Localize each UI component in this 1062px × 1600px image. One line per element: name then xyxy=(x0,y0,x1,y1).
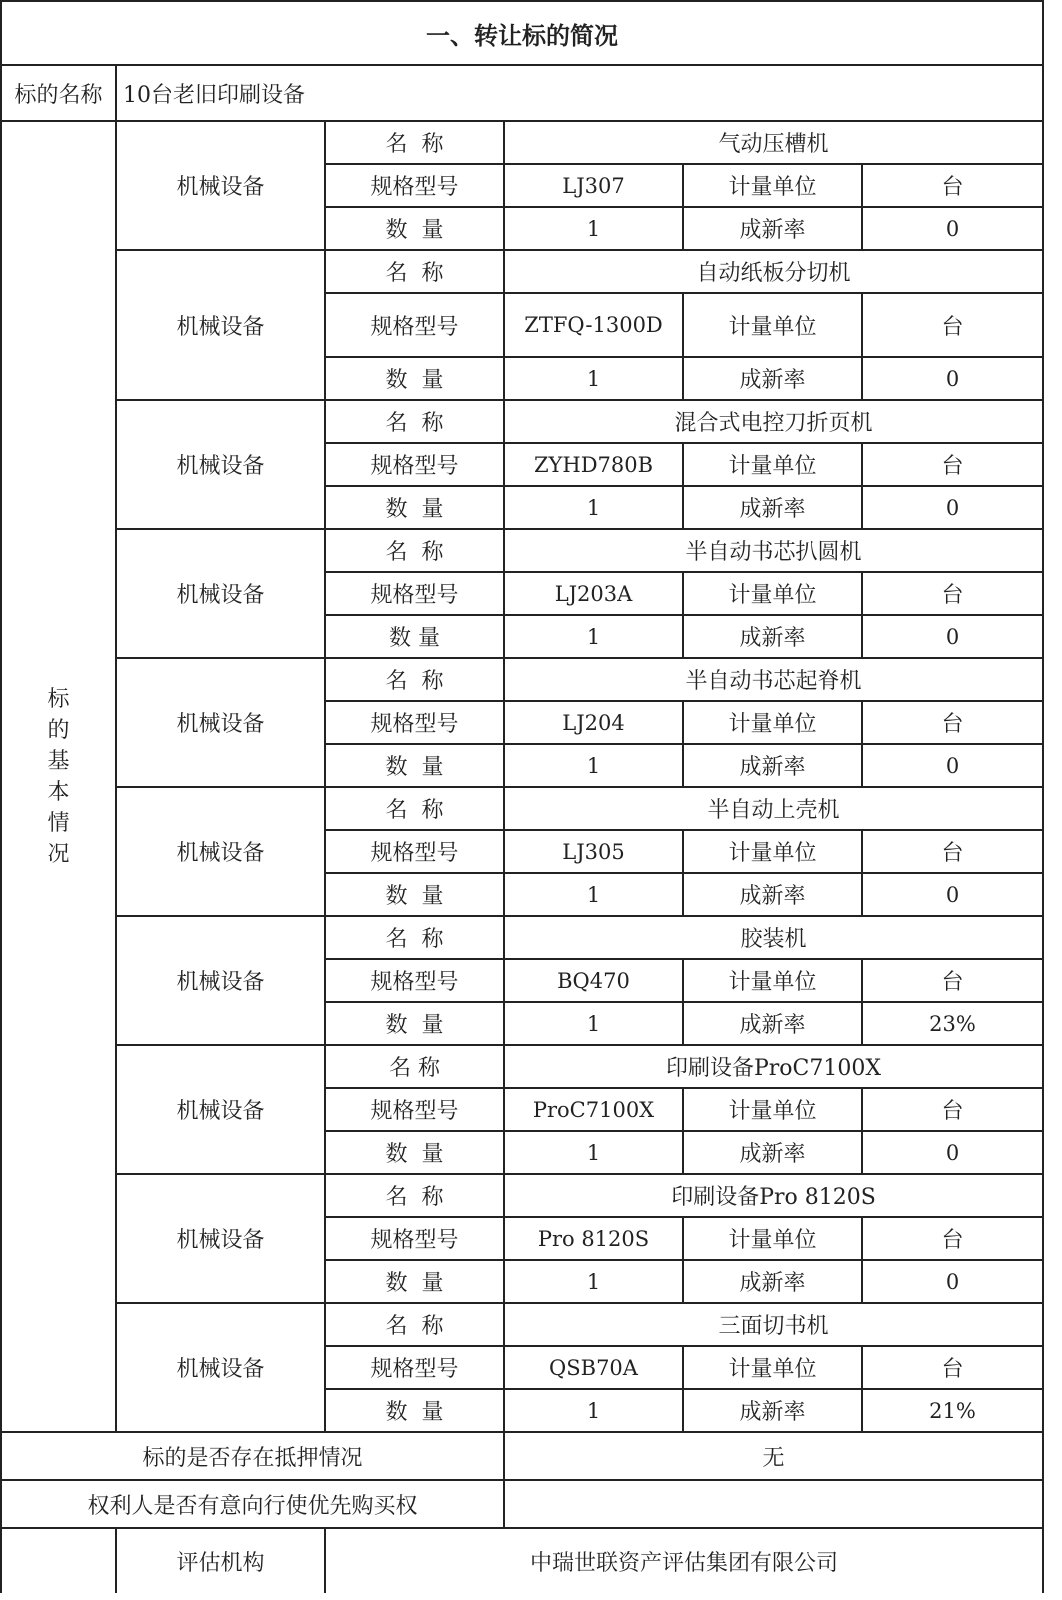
equipment-row xyxy=(1,916,1043,959)
equipment-row xyxy=(1,658,1043,701)
basic-info-char: 本 xyxy=(47,779,70,805)
basic-info-label xyxy=(1,121,116,1432)
name-label: 名 称 xyxy=(325,787,504,830)
equipment-spec: LJ203A xyxy=(504,572,683,615)
unit-label: 计量单位 xyxy=(683,701,862,744)
equipment-row xyxy=(1,121,1043,164)
newness-label: 成新率 xyxy=(683,207,862,250)
equipment-spec: LJ204 xyxy=(504,701,683,744)
equipment-name: 印刷设备Pro 8120S xyxy=(504,1174,1043,1217)
target-name-value: 10台老旧印刷设备 xyxy=(116,65,1043,121)
unit-label: 计量单位 xyxy=(683,572,862,615)
equipment-category: 机械设备 xyxy=(116,121,325,250)
unit-label: 计量单位 xyxy=(683,1346,862,1389)
mortgage-value: 无 xyxy=(504,1432,1043,1480)
equipment-row xyxy=(1,1303,1043,1346)
equipment-category: 机械设备 xyxy=(116,400,325,529)
unit-label: 计量单位 xyxy=(683,164,862,207)
equipment-spec: BQ470 xyxy=(504,959,683,1002)
name-label: 名 称 xyxy=(325,121,504,164)
qty-label: 数 量 xyxy=(325,1389,504,1432)
name-label: 名 称 xyxy=(325,1045,504,1088)
equipment-unit: 台 xyxy=(862,830,1043,873)
equipment-spec: LJ305 xyxy=(504,830,683,873)
qty-label: 数 量 xyxy=(325,357,504,400)
unit-label: 计量单位 xyxy=(683,1088,862,1131)
spec-label: 规格型号 xyxy=(325,572,504,615)
equipment-row xyxy=(1,250,1043,293)
newness-label: 成新率 xyxy=(683,486,862,529)
equipment-unit: 台 xyxy=(862,701,1043,744)
equipment-unit: 台 xyxy=(862,1088,1043,1131)
equipment-category: 机械设备 xyxy=(116,1303,325,1432)
qty-label: 数 量 xyxy=(325,207,504,250)
equipment-name: 半自动上壳机 xyxy=(504,787,1043,830)
equipment-spec: LJ307 xyxy=(504,164,683,207)
equipment-spec: ProC7100X xyxy=(504,1088,683,1131)
equipment-newness: 0 xyxy=(862,1260,1043,1303)
equipment-qty: 1 xyxy=(504,873,683,916)
equipment-qty: 1 xyxy=(504,744,683,787)
newness-label: 成新率 xyxy=(683,873,862,916)
equipment-newness: 23% xyxy=(862,1002,1043,1045)
equipment-name: 混合式电控刀折页机 xyxy=(504,400,1043,443)
appraisal-spacer xyxy=(1,1528,116,1593)
section-title: 一、转让标的简况 xyxy=(1,1,1043,65)
equipment-qty: 1 xyxy=(504,357,683,400)
equipment-newness: 0 xyxy=(862,207,1043,250)
equipment-newness: 0 xyxy=(862,486,1043,529)
newness-label: 成新率 xyxy=(683,1131,862,1174)
equipment-qty: 1 xyxy=(504,1131,683,1174)
equipment-qty: 1 xyxy=(504,1002,683,1045)
equipment-name: 印刷设备ProC7100X xyxy=(504,1045,1043,1088)
name-label: 名 称 xyxy=(325,400,504,443)
equipment-name: 半自动书芯扒圆机 xyxy=(504,529,1043,572)
equipment-category: 机械设备 xyxy=(116,1174,325,1303)
appraisal-row xyxy=(1,1528,1043,1593)
newness-label: 成新率 xyxy=(683,357,862,400)
newness-label: 成新率 xyxy=(683,1002,862,1045)
equipment-category: 机械设备 xyxy=(116,787,325,916)
equipment-name: 胶装机 xyxy=(504,916,1043,959)
equipment-unit: 台 xyxy=(862,164,1043,207)
mortgage-row xyxy=(1,1432,1043,1480)
equipment-spec: ZYHD780B xyxy=(504,443,683,486)
equipment-newness: 0 xyxy=(862,873,1043,916)
qty-label: 数 量 xyxy=(325,1260,504,1303)
qty-label: 数 量 xyxy=(325,615,504,658)
equipment-newness: 0 xyxy=(862,615,1043,658)
spec-label: 规格型号 xyxy=(325,1217,504,1260)
equipment-row xyxy=(1,787,1043,830)
equipment-name: 半自动书芯起脊机 xyxy=(504,658,1043,701)
name-label: 名 称 xyxy=(325,250,504,293)
newness-label: 成新率 xyxy=(683,744,862,787)
newness-label: 成新率 xyxy=(683,615,862,658)
qty-label: 数 量 xyxy=(325,1002,504,1045)
equipment-unit: 台 xyxy=(862,959,1043,1002)
name-label: 名 称 xyxy=(325,529,504,572)
basic-info-char: 基 xyxy=(47,748,70,774)
appraisal-value: 中瑞世联资产评估集团有限公司 xyxy=(325,1528,1043,1593)
name-label: 名 称 xyxy=(325,916,504,959)
spec-label: 规格型号 xyxy=(325,1088,504,1131)
qty-label: 数 量 xyxy=(325,744,504,787)
equipment-unit: 台 xyxy=(862,443,1043,486)
equipment-name: 三面切书机 xyxy=(504,1303,1043,1346)
equipment-newness: 21% xyxy=(862,1389,1043,1432)
equipment-name: 自动纸板分切机 xyxy=(504,250,1043,293)
equipment-newness: 0 xyxy=(862,1131,1043,1174)
equipment-name: 气动压槽机 xyxy=(504,121,1043,164)
equipment-row xyxy=(1,529,1043,572)
spec-label: 规格型号 xyxy=(325,830,504,873)
newness-label: 成新率 xyxy=(683,1389,862,1432)
basic-info-char: 情 xyxy=(47,810,70,836)
equipment-unit: 台 xyxy=(862,1217,1043,1260)
equipment-qty: 1 xyxy=(504,1260,683,1303)
spec-label: 规格型号 xyxy=(325,959,504,1002)
equipment-newness: 0 xyxy=(862,357,1043,400)
unit-label: 计量单位 xyxy=(683,443,862,486)
equipment-unit: 台 xyxy=(862,1346,1043,1389)
equipment-category: 机械设备 xyxy=(116,916,325,1045)
unit-label: 计量单位 xyxy=(683,959,862,1002)
preemption-row xyxy=(1,1480,1043,1528)
equipment-unit: 台 xyxy=(862,572,1043,615)
equipment-newness: 0 xyxy=(862,744,1043,787)
target-name-label: 标的名称 xyxy=(1,65,116,121)
name-label: 名 称 xyxy=(325,658,504,701)
preemption-value xyxy=(504,1480,1043,1528)
basic-info-char: 况 xyxy=(47,841,70,867)
spec-label: 规格型号 xyxy=(325,164,504,207)
equipment-spec: QSB70A xyxy=(504,1346,683,1389)
equipment-qty: 1 xyxy=(504,207,683,250)
unit-label: 计量单位 xyxy=(683,293,862,357)
equipment-qty: 1 xyxy=(504,1389,683,1432)
preemption-label: 权利人是否有意向行使优先购买权 xyxy=(1,1480,504,1528)
spec-label: 规格型号 xyxy=(325,701,504,744)
equipment-row xyxy=(1,400,1043,443)
qty-label: 数 量 xyxy=(325,1131,504,1174)
unit-label: 计量单位 xyxy=(683,830,862,873)
qty-label: 数 量 xyxy=(325,486,504,529)
qty-label: 数 量 xyxy=(325,873,504,916)
equipment-row xyxy=(1,1045,1043,1088)
equipment-qty: 1 xyxy=(504,486,683,529)
equipment-qty: 1 xyxy=(504,615,683,658)
appraisal-label: 评估机构 xyxy=(116,1528,325,1593)
spec-label: 规格型号 xyxy=(325,443,504,486)
name-label: 名 称 xyxy=(325,1303,504,1346)
equipment-unit: 台 xyxy=(862,293,1043,357)
equipment-category: 机械设备 xyxy=(116,658,325,787)
equipment-category: 机械设备 xyxy=(116,1045,325,1174)
name-label: 名 称 xyxy=(325,1174,504,1217)
equipment-category: 机械设备 xyxy=(116,250,325,400)
basic-info-char: 的 xyxy=(47,717,70,743)
equipment-category: 机械设备 xyxy=(116,529,325,658)
newness-label: 成新率 xyxy=(683,1260,862,1303)
mortgage-label: 标的是否存在抵押情况 xyxy=(1,1432,504,1480)
equipment-spec: ZTFQ-1300D xyxy=(504,293,683,357)
spec-label: 规格型号 xyxy=(325,293,504,357)
unit-label: 计量单位 xyxy=(683,1217,862,1260)
equipment-row xyxy=(1,1174,1043,1217)
basic-info-char: 标 xyxy=(47,686,70,712)
spec-label: 规格型号 xyxy=(325,1346,504,1389)
equipment-spec: Pro 8120S xyxy=(504,1217,683,1260)
